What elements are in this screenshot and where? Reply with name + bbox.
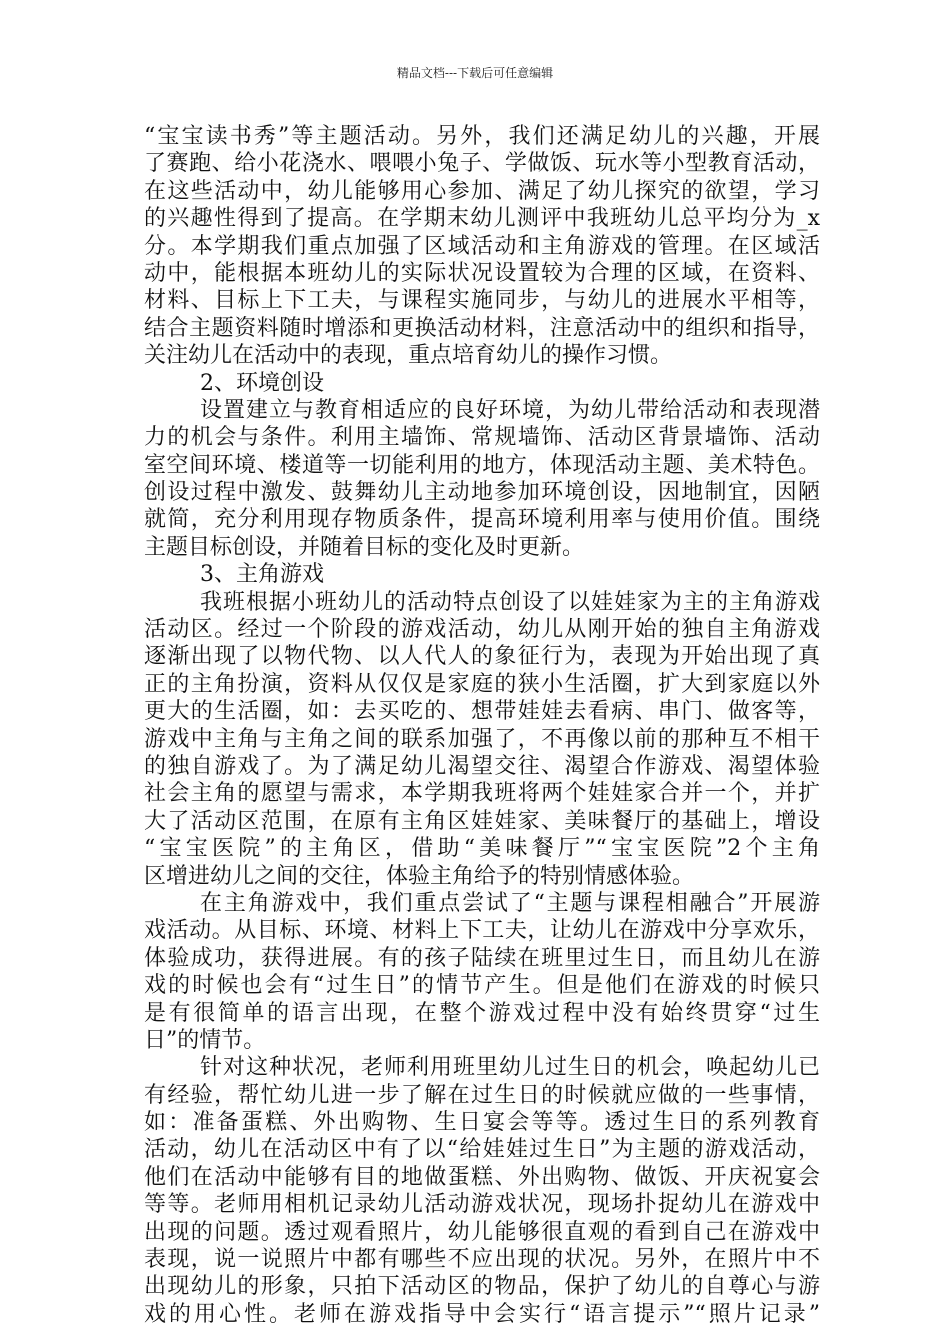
section-heading: 2、环境创设 xyxy=(200,370,324,396)
paragraph-line: 在主角游戏中，我们重点尝试了“主题与课程相融合”开展游 xyxy=(200,890,820,916)
paragraph-line: 活动区。经过一个阶段的游戏活动，幼儿从刚开始的独自主角游戏 xyxy=(144,617,820,643)
paragraph-line: 等等。老师用相机记录幼儿活动游戏状况，现场扑捉幼儿在游戏中 xyxy=(144,1192,820,1218)
paragraph-line: 就简，充分利用现存物质条件，提高环境利用率与使用价值。围绕 xyxy=(144,507,820,533)
paragraph-line: 主题目标创设，并随着目标的变化及时更新。 xyxy=(144,534,585,560)
paragraph-line: 创设过程中激发、鼓舞幼儿主动地参加环境创设，因地制宜，因陋 xyxy=(144,480,820,506)
paragraph-line: 逐渐出现了以物代物、以人代人的象征行为，表现为开始出现了真 xyxy=(144,644,820,670)
paragraph-line: 戏活动。从目标、环境、材料上下工夫，让幼儿在游戏中分享欢乐， xyxy=(144,918,820,944)
paragraph-line: 更大的生活圈，如：去买吃的、想带娃娃去看病、串门、做客等， xyxy=(144,699,820,725)
paragraph-line: “宝宝医院”的主角区，借助“美味餐厅”“宝宝医院”2个主角 xyxy=(144,836,820,862)
paragraph-line: 材料、目标上下工夫，与课程实施同步，与幼儿的进展水平相等， xyxy=(144,288,820,314)
paragraph-line: 出现的问题。透过观看照片，幼儿能够很直观的看到自己在游戏中 xyxy=(144,1219,820,1245)
paragraph-line: 大了活动区范围，在原有主角区娃娃家、美味餐厅的基础上，增设 xyxy=(144,808,820,834)
paragraph-line: 如：准备蛋糕、外出购物、生日宴会等等。透过生日的系列教育 xyxy=(144,1110,820,1136)
paragraph-line: “宝宝读书秀”等主题活动。另外，我们还满足幼儿的兴趣，开展 xyxy=(144,124,820,149)
paragraph-line: 设置建立与教育相适应的良好环境，为幼儿带给活动和表现潜 xyxy=(200,397,820,423)
paragraph-line: 的兴趣性得到了提高。在学期末幼儿测评中我班幼儿总平均分为_x xyxy=(144,206,820,232)
paragraph-line: 体验成功，获得进展。有的孩子陆续在班里过生日，而且幼儿在游 xyxy=(144,945,820,971)
paragraph-line: 表现，说一说照片中都有哪些不应出现的状况。另外，在照片中不 xyxy=(144,1247,820,1273)
paragraph-line: 结合主题资料随时增添和更换活动材料，注意活动中的组织和指导， xyxy=(144,315,820,341)
document-body xyxy=(144,123,820,1328)
section-heading: 3、主角游戏 xyxy=(200,562,324,588)
paragraph-line: 社会主角的愿望与需求，本学期我班将两个娃娃家合并一个，并扩 xyxy=(144,781,820,807)
paragraph-line: 针对这种状况，老师利用班里幼儿过生日的机会，唤起幼儿已 xyxy=(200,1055,820,1081)
page-header: 精品文档---下载后可任意编辑 xyxy=(396,66,554,80)
paragraph-line: 有经验，帮忙幼儿进一步了解在过生日的时候就应做的一些事情， xyxy=(144,1082,820,1108)
paragraph-line: 活动，幼儿在活动区中有了以“给娃娃过生日”为主题的游戏活动， xyxy=(144,1137,820,1163)
paragraph-line: 他们在活动中能够有目的地做蛋糕、外出购物、做饭、开庆祝宴会 xyxy=(144,1164,820,1190)
paragraph-line: 关注幼儿在活动中的表现，重点培育幼儿的操作习惯。 xyxy=(144,343,673,369)
paragraph-line: 戏的时候也会有“过生日”的情节产生。但是他们在游戏的时候只 xyxy=(144,973,820,999)
paragraph-line: 正的主角扮演，资料从仅仅是家庭的狭小生活圈，扩大到家庭以外 xyxy=(144,671,820,697)
paragraph-line: 在这些活动中，幼儿能够用心参加、满足了幼儿探究的欲望，学习 xyxy=(144,178,820,204)
paragraph-line: 日”的情节。 xyxy=(144,1027,266,1053)
paragraph-line: 是有很简单的语言出现，在整个游戏过程中没有始终贯穿“过生 xyxy=(144,1000,820,1026)
paragraph-line: 了赛跑、给小花浇水、喂喂小兔子、学做饭、玩水等小型教育活动， xyxy=(144,151,820,177)
paragraph-line: 的独自游戏了。为了满足幼儿渴望交往、渴望合作游戏、渴望体验 xyxy=(144,753,820,779)
paragraph-line: 室空间环境、楼道等一切能利用的地方，体现活动主题、美术特色。 xyxy=(144,452,820,478)
paragraph-line: 我班根据小班幼儿的活动特点创设了以娃娃家为主的主角游戏 xyxy=(200,589,820,615)
paragraph-line: 游戏中主角与主角之间的联系加强了，不再像以前的那种互不相干 xyxy=(144,726,820,752)
paragraph-line: 动中，能根据本班幼儿的实际状况设置较为合理的区域，在资料、 xyxy=(144,260,820,286)
paragraph-line: 出现幼儿的形象，只拍下活动区的物品，保护了幼儿的自尊心与游 xyxy=(144,1274,820,1300)
paragraph-line: 区增进幼儿之间的交往，体验主角给予的特别情感体验。 xyxy=(144,863,695,889)
paragraph-line: 戏的用心性。老师在游戏指导中会实行“语言提示”“照片记录” xyxy=(144,1301,820,1327)
paragraph-line: 力的机会与条件。利用主墙饰、常规墙饰、活动区背景墙饰、活动 xyxy=(144,425,820,451)
paragraph-line: 分。本学期我们重点加强了区域活动和主角游戏的管理。在区域活 xyxy=(144,233,820,259)
